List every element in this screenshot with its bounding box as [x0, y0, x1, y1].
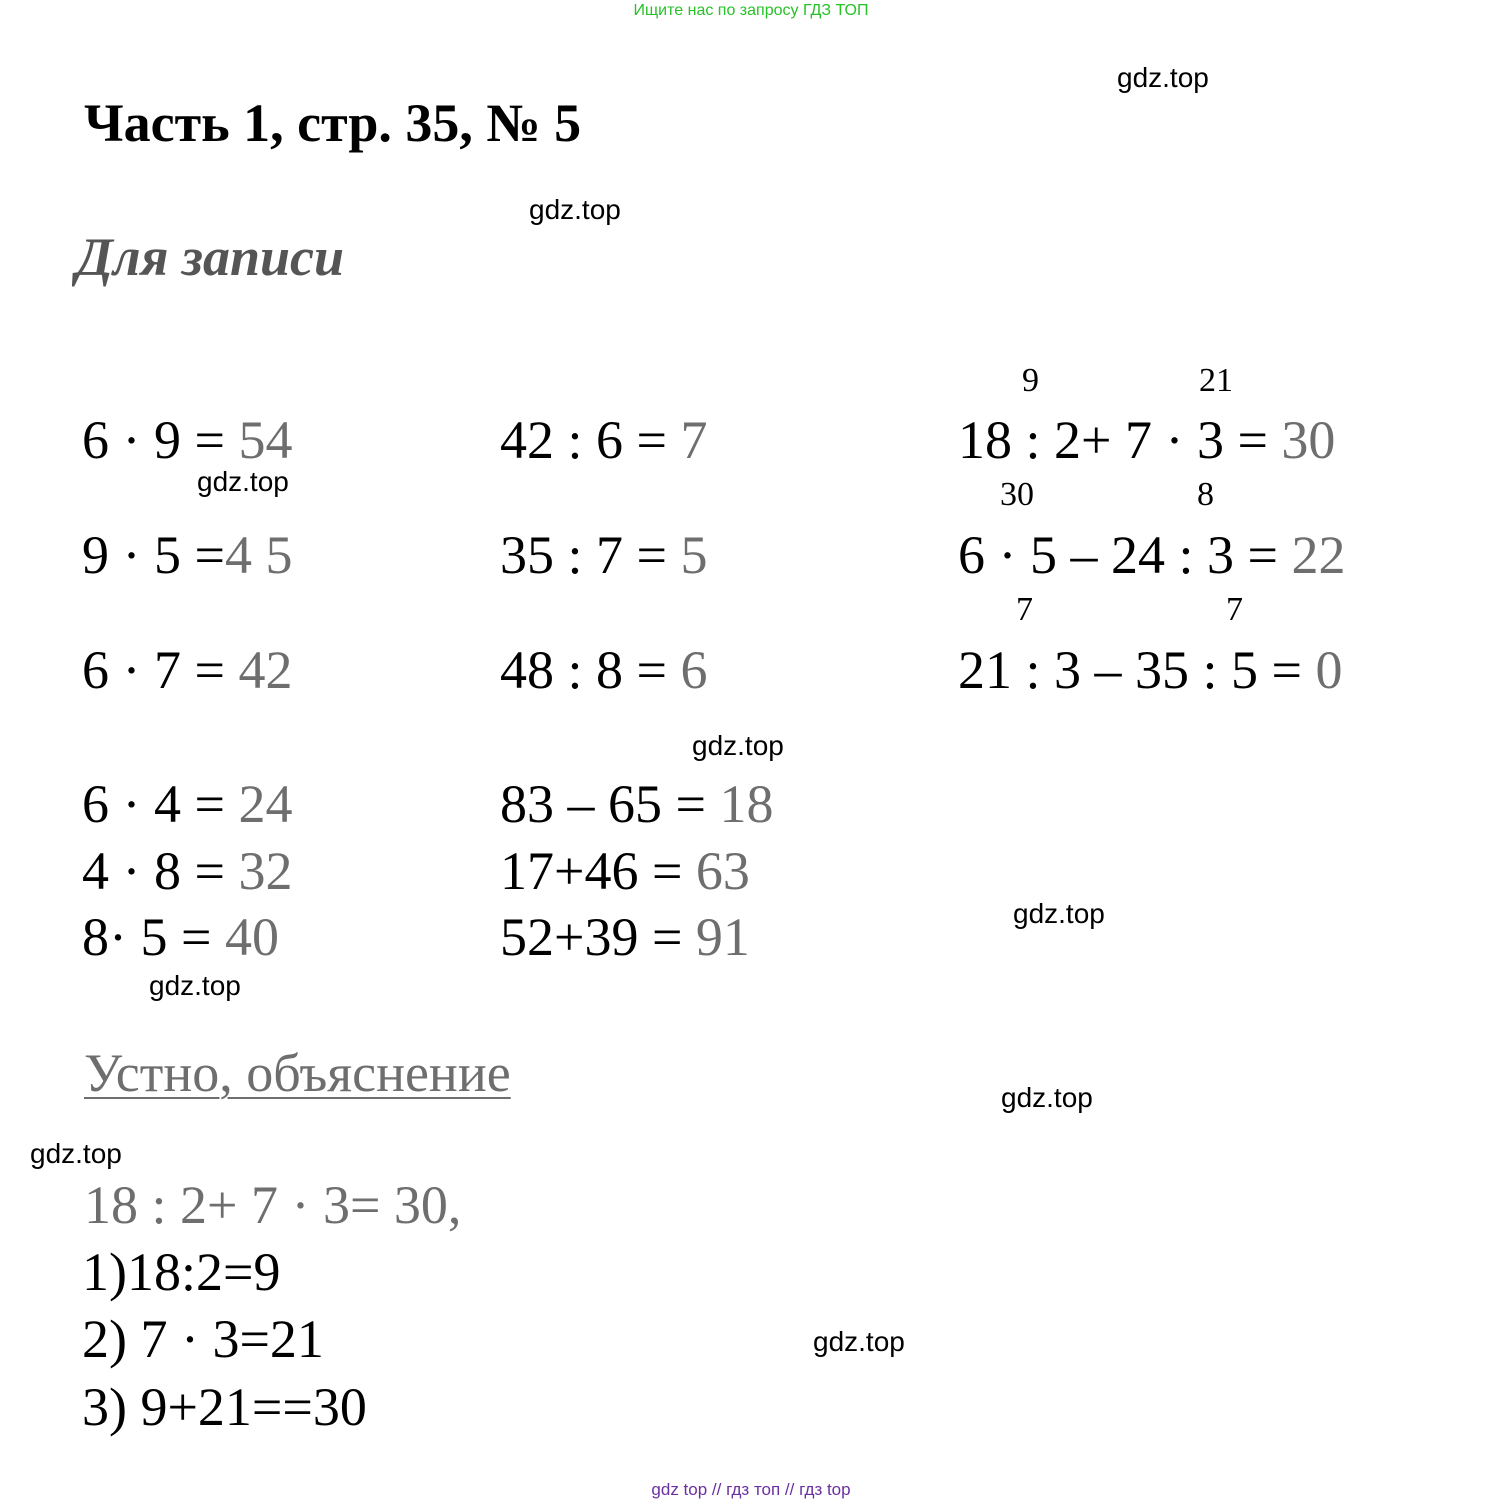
equation-col2-row4: 83 – 65 = 18	[500, 774, 774, 834]
watermark: gdz.top	[529, 194, 621, 225]
answer: 4 5	[224, 525, 293, 585]
answer: 7	[680, 410, 708, 470]
watermark: gdz.top	[197, 466, 289, 497]
step-result: 9	[1022, 362, 1039, 399]
equation-col1-row6: 8· 5 = 40	[82, 907, 279, 967]
step-result: 7	[1016, 591, 1033, 628]
equation-col1-row4: 6 · 4 = 24	[82, 774, 293, 834]
section-heading-oral: Устно, объяснение	[84, 1043, 511, 1103]
watermark: gdz.top	[692, 730, 784, 761]
equation-col2-row6: 52+39 = 91	[500, 907, 750, 967]
answer: 24	[238, 774, 293, 834]
answer: 5	[680, 525, 708, 585]
answer: 54	[238, 410, 293, 470]
page-title: Часть 1, стр. 35, № 5	[84, 93, 582, 153]
step-result: 7	[1226, 591, 1243, 628]
answer: 40	[224, 907, 279, 967]
answer: 42	[238, 640, 293, 700]
equation-col1-row3: 6 · 7 = 42	[82, 640, 293, 700]
watermark: gdz.top	[1001, 1082, 1093, 1113]
equation-col3-row3: 21 : 3 – 35 : 5 = 0	[958, 640, 1343, 700]
answer: 6	[680, 640, 708, 700]
equation-col2-row3: 48 : 8 = 6	[500, 640, 708, 700]
equation-col2-row1: 42 : 6 = 7	[500, 410, 708, 470]
watermark: gdz.top	[1117, 62, 1209, 93]
explanation-step-1: 1)18:2=9	[82, 1242, 281, 1302]
equation-col3-row1: 18 : 2+ 7 · 3 = 30	[958, 410, 1336, 470]
step-result: 30	[1000, 476, 1034, 513]
section-heading-written: Для записи	[76, 227, 345, 287]
answer: 18	[719, 774, 774, 834]
answer: 63	[695, 841, 750, 901]
search-banner: Ищите нас по запросу ГДЗ ТОП	[633, 2, 869, 19]
answer: 30	[1281, 410, 1336, 470]
equation-col1-row1: 6 · 9 = 54	[82, 410, 293, 470]
answer: 91	[695, 907, 750, 967]
equation-col1-row5: 4 · 8 = 32	[82, 841, 293, 901]
equation-col2-row2: 35 : 7 = 5	[500, 525, 708, 585]
answer: 32	[238, 841, 293, 901]
answer: 22	[1291, 525, 1346, 585]
watermark: gdz.top	[30, 1138, 122, 1169]
footer-links: gdz top // гдз топ // гдз top	[651, 1480, 851, 1499]
explanation-expression: 18 : 2+ 7 · 3= 30,	[84, 1175, 462, 1235]
equation-col1-row2: 9 · 5 =4 5	[82, 525, 293, 585]
watermark: gdz.top	[813, 1326, 905, 1357]
step-result: 21	[1199, 362, 1233, 399]
explanation-step-2: 2) 7 · 3=21	[82, 1309, 324, 1369]
explanation-step-3: 3) 9+21==30	[82, 1377, 367, 1437]
equation-col2-row5: 17+46 = 63	[500, 841, 750, 901]
answer: 0	[1315, 640, 1343, 700]
equation-col3-row2: 6 · 5 – 24 : 3 = 22	[958, 525, 1346, 585]
step-result: 8	[1197, 476, 1214, 513]
watermark: gdz.top	[149, 970, 241, 1001]
watermark: gdz.top	[1013, 898, 1105, 929]
